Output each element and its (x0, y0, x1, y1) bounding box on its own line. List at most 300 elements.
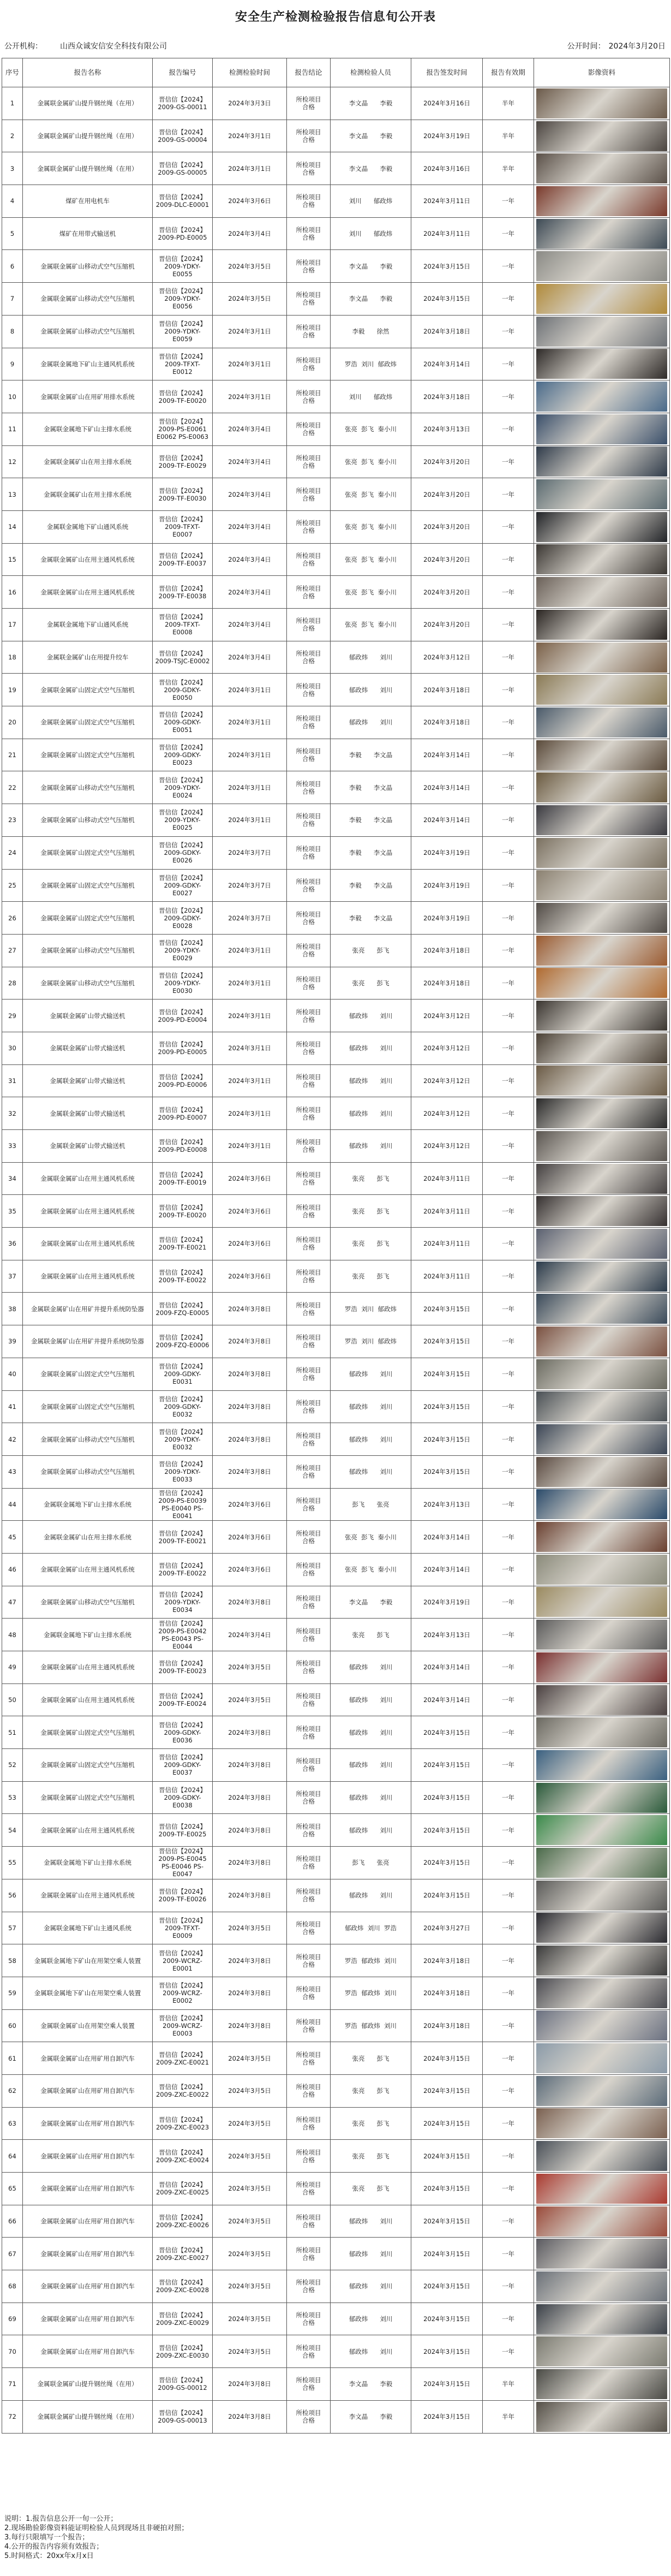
validity-period: 一年 (483, 1716, 534, 1749)
col-report-code-header: 报告编号 (153, 58, 213, 87)
report-result: 所检项目 合格 (287, 1619, 331, 1651)
validity-period: 一年 (483, 445, 534, 478)
inspection-photo[interactable] (536, 968, 667, 998)
row-number: 63 (2, 2107, 23, 2140)
inspection-photo[interactable] (536, 1424, 667, 1454)
issue-date: 2024年3月15日 (411, 1455, 483, 1488)
report-code: 晋信信【2024】2009-PD-E0008 (153, 1130, 213, 1163)
table-row (2, 217, 670, 250)
validity-period: 一年 (483, 2173, 534, 2205)
inspection-photo[interactable] (536, 1783, 667, 1813)
test-date: 2024年3月1日 (213, 315, 287, 348)
inspection-photo[interactable] (536, 2174, 667, 2204)
test-date: 2024年3月1日 (213, 771, 287, 804)
issue-date: 2024年3月18日 (411, 967, 483, 1000)
inspection-photo[interactable] (536, 1881, 667, 1911)
row-number: 6 (2, 250, 23, 283)
inspection-photo[interactable] (536, 1457, 667, 1487)
validity-period: 一年 (483, 1488, 534, 1521)
inspection-photo[interactable] (536, 1750, 667, 1780)
inspection-photo[interactable] (536, 2010, 667, 2040)
testers: 李毅 李文晶 (331, 902, 411, 935)
table-row (2, 771, 670, 804)
report-name: 金属联金属矿山在用主通风机系统 (23, 1553, 153, 1586)
table-row (2, 1521, 670, 1554)
issue-date: 2024年3月18日 (411, 1977, 483, 2009)
test-date: 2024年3月4日 (213, 510, 287, 543)
inspection-photo[interactable] (536, 1326, 667, 1357)
inspection-photo[interactable] (536, 479, 667, 509)
row-number: 45 (2, 1521, 23, 1554)
table-row (2, 1097, 670, 1130)
inspection-photo[interactable] (536, 2304, 667, 2334)
image-cell (534, 478, 670, 511)
report-code: 晋信信【2024】2009-TFXT-E0009 (153, 1912, 213, 1944)
report-code: 晋信信【2024】2009-TF-E0022 (153, 1553, 213, 1586)
test-date: 2024年3月8日 (213, 1455, 287, 1488)
inspection-photo[interactable] (536, 1164, 667, 1194)
report-result: 所检项目 合格 (287, 120, 331, 152)
test-date: 2024年3月8日 (213, 1977, 287, 2009)
test-date: 2024年3月8日 (213, 1847, 287, 1879)
table-row (2, 2042, 670, 2075)
validity-period: 一年 (483, 2303, 534, 2335)
issue-date: 2024年3月15日 (411, 2042, 483, 2075)
inspection-photo[interactable] (536, 936, 667, 966)
inspection-photo[interactable] (536, 1131, 667, 1161)
inspection-photo[interactable] (536, 805, 667, 835)
inspection-photo[interactable] (536, 2206, 667, 2236)
report-name: 金属联金属矿山移动式空气压缩机 (23, 315, 153, 348)
inspection-photo[interactable] (536, 740, 667, 770)
table-row (2, 380, 670, 413)
inspection-photo[interactable] (536, 284, 667, 314)
testers: 郁政炜 刘川 (331, 2238, 411, 2270)
test-date: 2024年3月5日 (213, 2238, 287, 2270)
publishing-org (4, 40, 167, 51)
report-code: 晋信信【2024】2009-GDKY-E0032 (153, 1390, 213, 1423)
inspection-photo[interactable] (536, 88, 667, 118)
image-cell (534, 2335, 670, 2368)
test-date: 2024年3月8日 (213, 1781, 287, 1814)
inspection-photo[interactable] (536, 1978, 667, 2008)
validity-period: 一年 (483, 1847, 534, 1879)
report-code: 晋信信【2024】2009-WCRZ-E0003 (153, 2009, 213, 2042)
inspection-photo[interactable] (536, 675, 667, 705)
inspection-photo[interactable] (536, 1522, 667, 1552)
testers: 张亮 彭飞 (331, 934, 411, 967)
validity-period: 一年 (483, 1293, 534, 1325)
report-name: 金属联金属矿山固定式空气压缩机 (23, 869, 153, 902)
row-number: 37 (2, 1260, 23, 1293)
image-cell (534, 2140, 670, 2173)
issue-date: 2024年3月15日 (411, 2303, 483, 2335)
validity-period: 一年 (483, 869, 534, 902)
report-name: 金属联金属矿山在用矿井提升系统防坠器 (23, 1293, 153, 1325)
inspection-photo[interactable] (536, 414, 667, 444)
image-cell (534, 706, 670, 739)
table-row (2, 836, 670, 869)
test-date: 2024年3月7日 (213, 869, 287, 902)
issue-date: 2024年3月14日 (411, 1553, 483, 1586)
testers: 郁政炜 刘川 (331, 1716, 411, 1749)
table-row (2, 1358, 670, 1390)
image-cell (534, 152, 670, 185)
inspection-photo[interactable] (536, 2076, 667, 2106)
issue-date: 2024年3月11日 (411, 185, 483, 218)
testers: 张亮 彭飞 秦小川 (331, 413, 411, 445)
report-code: 晋信信【2024】2009-GDKY-E0028 (153, 902, 213, 935)
inspection-photo[interactable] (536, 903, 667, 933)
issue-date: 2024年3月11日 (411, 1195, 483, 1228)
report-result: 所检项目 合格 (287, 2335, 331, 2368)
testers: 李文晶 李毅 (331, 87, 411, 120)
testers: 张亮 彭飞 (331, 1260, 411, 1293)
test-date: 2024年3月1日 (213, 152, 287, 185)
image-cell (534, 1683, 670, 1716)
row-number: 38 (2, 1293, 23, 1325)
inspection-photo[interactable] (536, 642, 667, 673)
inspection-photo[interactable] (536, 838, 667, 868)
image-cell (534, 1553, 670, 1586)
testers: 罗浩 刘川 郁政炜 (331, 348, 411, 380)
report-code: 晋信信【2024】2009-TF-E0021 (153, 1521, 213, 1554)
inspection-photo[interactable] (536, 2336, 667, 2366)
report-name: 金属联金属矿山在用主通风机系统 (23, 1260, 153, 1293)
validity-period: 一年 (483, 1521, 534, 1554)
test-date: 2024年3月5日 (213, 1912, 287, 1944)
image-cell (534, 1521, 670, 1554)
issue-date: 2024年3月15日 (411, 1814, 483, 1847)
inspection-photo[interactable] (536, 382, 667, 412)
report-code: 晋信信【2024】2009-TFXT-E0008 (153, 609, 213, 641)
validity-period: 半年 (483, 2400, 534, 2433)
row-number: 52 (2, 1749, 23, 1782)
inspection-photo[interactable] (536, 2402, 667, 2432)
report-result: 所检项目 合格 (287, 1847, 331, 1879)
testers: 李文晶 李毅 (331, 2368, 411, 2401)
inspection-photo[interactable] (536, 2141, 667, 2171)
image-cell (534, 185, 670, 218)
row-number: 14 (2, 510, 23, 543)
inspection-photo[interactable] (536, 870, 667, 900)
report-result: 所检项目 合格 (287, 250, 331, 283)
inspection-photo[interactable] (536, 251, 667, 281)
report-name: 金属联金属矿山提升钢丝绳（在用） (23, 87, 153, 120)
validity-period: 一年 (483, 804, 534, 837)
row-number: 42 (2, 1423, 23, 1456)
issue-date: 2024年3月15日 (411, 2335, 483, 2368)
validity-period: 一年 (483, 1619, 534, 1651)
validity-period: 一年 (483, 1814, 534, 1847)
inspection-photo[interactable] (536, 1489, 667, 1519)
testers: 郁政炜 刘川 (331, 1032, 411, 1064)
testers: 郁政炜 刘川 (331, 641, 411, 674)
test-date: 2024年3月4日 (213, 445, 287, 478)
image-cell (534, 2400, 670, 2433)
image-cell (534, 1130, 670, 1163)
inspection-photo[interactable] (536, 1262, 667, 1292)
report-code: 晋信信【2024】2009-ZXC-E0025 (153, 2173, 213, 2205)
inspection-photo[interactable] (536, 1913, 667, 1943)
report-name: 金属联金属矿山在用主通风机系统 (23, 1228, 153, 1260)
test-date: 2024年3月8日 (213, 1944, 287, 1977)
row-number: 39 (2, 1325, 23, 1358)
image-cell (534, 2009, 670, 2042)
image-cell (534, 1260, 670, 1293)
issue-date: 2024年3月15日 (411, 1716, 483, 1749)
table-row (2, 1064, 670, 1097)
table-row (2, 120, 670, 152)
table-row (2, 706, 670, 739)
table-row (2, 152, 670, 185)
validity-period: 一年 (483, 1032, 534, 1064)
inspection-photo[interactable] (536, 707, 667, 737)
report-result: 所检项目 合格 (287, 445, 331, 478)
validity-period: 一年 (483, 510, 534, 543)
report-result: 所检项目 合格 (287, 1162, 331, 1195)
table-row (2, 2368, 670, 2401)
inspection-photo[interactable] (536, 2239, 667, 2269)
inspection-photo[interactable] (536, 610, 667, 640)
testers: 李文晶 李毅 (331, 283, 411, 316)
issue-date: 2024年3月20日 (411, 510, 483, 543)
inspection-photo[interactable] (536, 1229, 667, 1259)
image-cell (534, 739, 670, 771)
validity-period: 一年 (483, 250, 534, 283)
report-name: 金属联金属矿山在用主通风机系统 (23, 1162, 153, 1195)
table-row (2, 1032, 670, 1064)
row-number: 7 (2, 283, 23, 316)
table-row (2, 1847, 670, 1879)
inspection-photo[interactable] (536, 2369, 667, 2399)
issue-date: 2024年3月18日 (411, 934, 483, 967)
report-code: 晋信信【2024】2009-GS-00013 (153, 2400, 213, 2433)
report-name: 金属联金属地下矿山主排水系统 (23, 1619, 153, 1651)
issue-date: 2024年3月15日 (411, 2270, 483, 2303)
table-row (2, 1683, 670, 1716)
inspection-photo[interactable] (536, 1587, 667, 1617)
inspection-photo[interactable] (536, 1555, 667, 1585)
inspection-photo[interactable] (536, 317, 667, 347)
testers: 李毅 李文晶 (331, 804, 411, 837)
inspection-photo[interactable] (536, 1946, 667, 1976)
inspection-photo[interactable] (536, 1717, 667, 1747)
report-code: 晋信信【2024】2009-ZXC-E0030 (153, 2335, 213, 2368)
testers: 郁政炜 刘川 (331, 674, 411, 706)
report-name: 金属联金属矿山在用矿用自卸汽车 (23, 2074, 153, 2107)
report-code: 晋信信【2024】2009-YDKY-E0029 (153, 934, 213, 967)
test-date: 2024年3月6日 (213, 1488, 287, 1521)
note-line: 5.时间格式：20xx年x月x日 (4, 2552, 94, 2560)
test-date: 2024年3月6日 (213, 1195, 287, 1228)
row-number: 71 (2, 2368, 23, 2401)
issue-date: 2024年3月20日 (411, 478, 483, 511)
table-row (2, 2205, 670, 2238)
inspection-photo[interactable] (536, 121, 667, 151)
inspection-photo[interactable] (536, 1359, 667, 1389)
issue-date: 2024年3月15日 (411, 1879, 483, 1912)
testers: 张亮 彭飞 (331, 967, 411, 1000)
issue-date: 2024年3月20日 (411, 543, 483, 576)
inspection-photo[interactable] (536, 447, 667, 477)
report-result: 所检项目 合格 (287, 283, 331, 316)
test-date: 2024年3月1日 (213, 120, 287, 152)
inspection-photo[interactable] (536, 1196, 667, 1226)
row-number: 29 (2, 1000, 23, 1032)
test-date: 2024年3月1日 (213, 380, 287, 413)
report-code: 晋信信【2024】2009-YDKY-E0034 (153, 1586, 213, 1619)
report-result: 所检项目 合格 (287, 152, 331, 185)
report-result: 所检项目 合格 (287, 1488, 331, 1521)
validity-period: 一年 (483, 2270, 534, 2303)
inspection-photo[interactable] (536, 2271, 667, 2301)
row-number: 66 (2, 2205, 23, 2238)
table-row (2, 1749, 670, 1782)
inspection-photo[interactable] (536, 1391, 667, 1421)
test-date: 2024年3月5日 (213, 2303, 287, 2335)
report-result: 所检项目 合格 (287, 706, 331, 739)
report-name: 金属联金属矿山带式输送机 (23, 1000, 153, 1032)
inspection-photo[interactable] (536, 1066, 667, 1096)
validity-period: 一年 (483, 576, 534, 609)
inspection-photo[interactable] (536, 772, 667, 802)
inspection-photo[interactable] (536, 349, 667, 379)
image-cell (534, 2303, 670, 2335)
report-code: 晋信信【2024】2009-YDKY-E0025 (153, 804, 213, 837)
row-number: 23 (2, 804, 23, 837)
inspection-photo[interactable] (536, 186, 667, 216)
report-code: 晋信信【2024】2009-GS-00011 (153, 87, 213, 120)
validity-period: 一年 (483, 1749, 534, 1782)
testers: 张亮 彭飞 秦小川 (331, 478, 411, 511)
inspection-photo[interactable] (536, 2043, 667, 2073)
report-code: 晋信信【2024】2009-GDKY-E0050 (153, 674, 213, 706)
report-name: 金属联金属矿山固定式空气压缩机 (23, 902, 153, 935)
test-date: 2024年3月1日 (213, 348, 287, 380)
inspection-photo[interactable] (536, 1620, 667, 1650)
inspection-photo[interactable] (536, 544, 667, 574)
report-name: 金属联金属矿山在用矿井提升系统防坠器 (23, 1325, 153, 1358)
row-number: 43 (2, 1455, 23, 1488)
validity-period: 一年 (483, 1455, 534, 1488)
image-cell (534, 87, 670, 120)
inspection-photo[interactable] (536, 512, 667, 542)
notes (4, 2514, 188, 2561)
image-cell (534, 2368, 670, 2401)
row-number: 36 (2, 1228, 23, 1260)
report-code: 晋信信【2024】2009-FZQ-E0005 (153, 1293, 213, 1325)
inspection-photo[interactable] (536, 153, 667, 183)
test-date: 2024年3月5日 (213, 2107, 287, 2140)
col-report-name-header: 报告名称 (23, 58, 153, 87)
table-row (2, 185, 670, 218)
validity-period: 一年 (483, 1781, 534, 1814)
report-name: 金属联金属矿山在用矿用排水系统 (23, 380, 153, 413)
issue-date: 2024年3月15日 (411, 1390, 483, 1423)
inspection-photo[interactable] (536, 1033, 667, 1063)
testers: 刘川 郁政炜 (331, 185, 411, 218)
testers: 张亮 彭飞 秦小川 (331, 609, 411, 641)
report-code: 晋信信【2024】2009-GS-00004 (153, 120, 213, 152)
inspection-photo[interactable] (536, 1652, 667, 1682)
row-number: 57 (2, 1912, 23, 1944)
report-result: 所检项目 合格 (287, 1390, 331, 1423)
inspection-photo[interactable] (536, 1001, 667, 1031)
row-number: 44 (2, 1488, 23, 1521)
report-name: 金属联金属矿山固定式空气压缩机 (23, 1749, 153, 1782)
report-code: 晋信信【2024】2009-GDKY-E0038 (153, 1781, 213, 1814)
test-date: 2024年3月5日 (213, 283, 287, 316)
report-code: 晋信信【2024】2009-ZXC-E0022 (153, 2074, 213, 2107)
report-result: 所检项目 合格 (287, 1683, 331, 1716)
report-result: 所检项目 合格 (287, 641, 331, 674)
report-result: 所检项目 合格 (287, 478, 331, 511)
testers: 罗浩 郁政炜 刘川 (331, 1944, 411, 1977)
row-number: 33 (2, 1130, 23, 1163)
image-cell (534, 1455, 670, 1488)
testers: 张亮 彭飞 秦小川 (331, 445, 411, 478)
table-row (2, 967, 670, 1000)
inspection-photo[interactable] (536, 2108, 667, 2138)
report-code: 晋信信【2024】2009-PD-E0004 (153, 1000, 213, 1032)
row-number: 50 (2, 1683, 23, 1716)
report-result: 所检项目 合格 (287, 2173, 331, 2205)
testers: 郁政炜 刘川 (331, 1749, 411, 1782)
report-name: 金属联金属矿山带式输送机 (23, 1130, 153, 1163)
test-date: 2024年3月6日 (213, 1553, 287, 1586)
row-number: 32 (2, 1097, 23, 1130)
row-number: 5 (2, 217, 23, 250)
validity-period: 一年 (483, 1162, 534, 1195)
report-name: 金属联金属矿山提升钢丝绳（在用） (23, 120, 153, 152)
report-code: 晋信信【2024】2009-ZXC-E0027 (153, 2238, 213, 2270)
row-number: 61 (2, 2042, 23, 2075)
issue-date: 2024年3月11日 (411, 217, 483, 250)
inspection-photo[interactable] (536, 577, 667, 607)
inspection-photo[interactable] (536, 1098, 667, 1128)
issue-date: 2024年3月18日 (411, 2009, 483, 2042)
report-name: 金属联金属矿山在用主通风机系统 (23, 1651, 153, 1684)
row-number: 65 (2, 2173, 23, 2205)
validity-period: 一年 (483, 1325, 534, 1358)
issue-date: 2024年3月15日 (411, 2173, 483, 2205)
issue-date: 2024年3月14日 (411, 348, 483, 380)
test-date: 2024年3月1日 (213, 1130, 287, 1163)
inspection-photo[interactable] (536, 1685, 667, 1715)
row-number: 60 (2, 2009, 23, 2042)
inspection-photo[interactable] (536, 1294, 667, 1324)
inspection-photo[interactable] (536, 219, 667, 249)
inspection-photo[interactable] (536, 1848, 667, 1878)
table-row (2, 2173, 670, 2205)
testers: 李文晶 李毅 (331, 1586, 411, 1619)
report-result: 所检项目 合格 (287, 1325, 331, 1358)
row-number: 51 (2, 1716, 23, 1749)
image-cell (534, 934, 670, 967)
testers: 李毅 李文晶 (331, 771, 411, 804)
table-row (2, 1162, 670, 1195)
report-name: 金属联金属矿山在用主通风机系统 (23, 576, 153, 609)
inspection-photo[interactable] (536, 1815, 667, 1845)
validity-period: 一年 (483, 1260, 534, 1293)
testers: 郁政炜 刘川 (331, 1814, 411, 1847)
testers: 郁政炜 刘川 (331, 1455, 411, 1488)
testers: 张亮 彭飞 秦小川 (331, 576, 411, 609)
report-code: 晋信信【2024】2009-TF-E0020 (153, 380, 213, 413)
test-date: 2024年3月8日 (213, 2400, 287, 2433)
row-number: 28 (2, 967, 23, 1000)
